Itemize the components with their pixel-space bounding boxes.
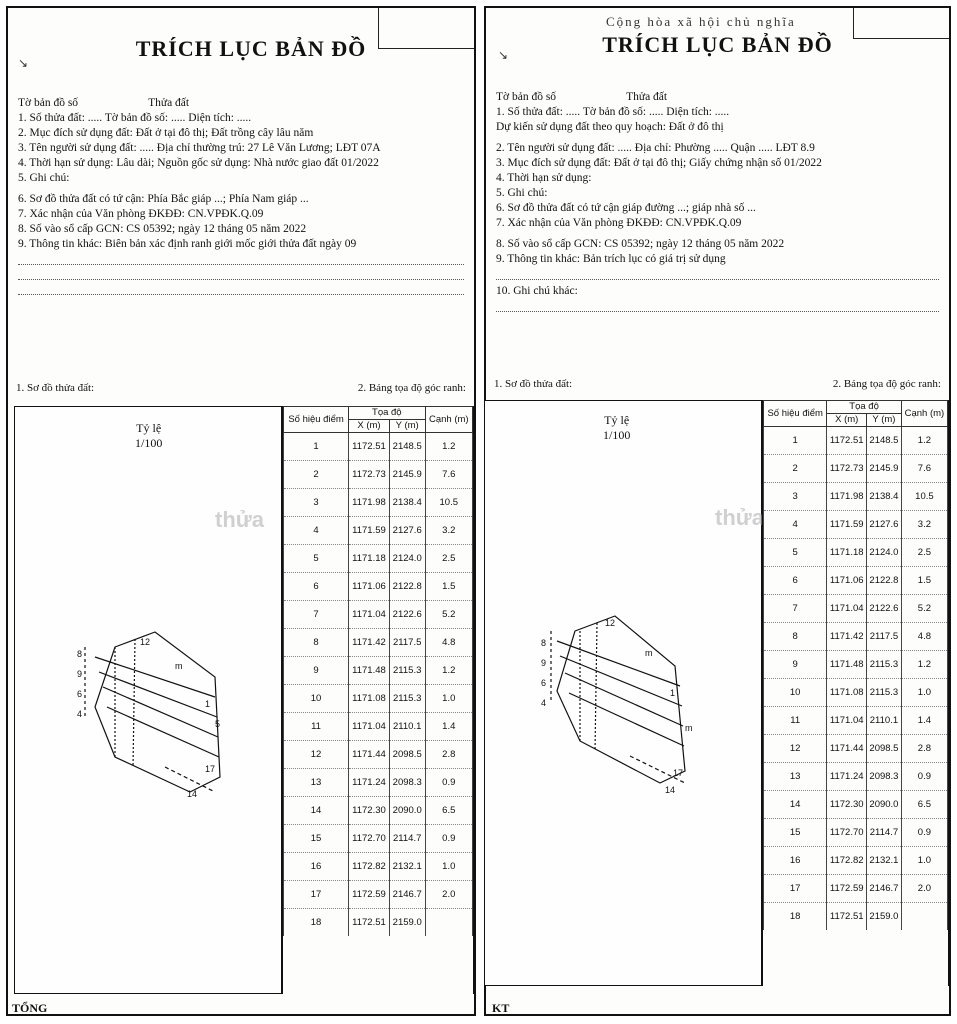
cell-d: 10.5 <box>901 483 947 511</box>
left-document-sheet <box>6 6 476 1016</box>
table-row <box>764 595 948 623</box>
cell-pt: 3 <box>284 489 349 517</box>
table-row <box>764 511 948 539</box>
cell-x: 1171.48 <box>827 651 867 679</box>
cell-pt: 8 <box>284 629 349 657</box>
cell-y: 2146.7 <box>389 881 425 909</box>
svg-text:1: 1 <box>205 699 211 709</box>
cell-pt: 15 <box>764 819 827 847</box>
body-line: 6. Sơ đồ thửa đất có tứ cận: Phía Bắc giáp ...; Phía Nam giáp ... <box>18 193 309 205</box>
body-line: 5. Ghi chú: <box>496 187 548 199</box>
table-row <box>284 433 473 461</box>
table-row <box>284 853 473 881</box>
cell-d: 5.2 <box>901 595 947 623</box>
cell-x: 1172.59 <box>827 875 867 903</box>
cell-x: 1171.18 <box>349 545 390 573</box>
cell-y: 2148.5 <box>867 427 902 455</box>
table-row <box>764 567 948 595</box>
table-row <box>764 707 948 735</box>
cell-pt: 18 <box>764 903 827 931</box>
table-row <box>284 545 473 573</box>
cell-y: 2090.0 <box>389 797 425 825</box>
cell-pt: 11 <box>764 707 827 735</box>
cell-y: 2138.4 <box>389 489 425 517</box>
meta-parcel: Thửa đất <box>148 97 190 109</box>
cell-y: 2117.5 <box>867 623 902 651</box>
svg-text:6: 6 <box>77 689 83 699</box>
table-row <box>284 489 473 517</box>
document-title: TRÍCH LỤC BẢN ĐỒ <box>602 32 833 57</box>
table-row <box>284 601 473 629</box>
meta-sheet-number: Tờ bản đồ số <box>18 97 79 109</box>
cell-pt: 8 <box>764 623 827 651</box>
cell-x: 1172.70 <box>349 825 390 853</box>
cell-y: 2148.5 <box>389 433 425 461</box>
table-row <box>764 623 948 651</box>
footer-mark: TỔNG <box>12 1001 48 1015</box>
map-caption: 1. Sơ đồ thửa đất: <box>494 378 573 390</box>
cell-d: 0.9 <box>425 769 472 797</box>
cell-pt: 14 <box>764 791 827 819</box>
body-line: Dự kiến sử dụng đất theo quy hoạch: Đất ở đô thị <box>496 121 724 133</box>
cell-x: 1171.48 <box>349 657 390 685</box>
cell-y: 2124.0 <box>389 545 425 573</box>
cell-x: 1171.06 <box>827 567 867 595</box>
col-point: Số hiệu điểm <box>284 407 349 433</box>
cell-y: 2145.9 <box>867 455 902 483</box>
table-row <box>764 735 948 763</box>
svg-text:14: 14 <box>187 789 198 799</box>
cell-pt: 13 <box>764 763 827 791</box>
meta-parcel: Thửa đất <box>626 91 668 103</box>
cell-pt: 5 <box>764 539 827 567</box>
cell-x: 1172.30 <box>827 791 867 819</box>
cell-pt: 5 <box>284 545 349 573</box>
table-row <box>764 819 948 847</box>
body-line: 2. Tên người sử dụng đất: ..... Địa chỉ: Phường ..... Quận ..... LĐT 8.9 <box>496 142 815 154</box>
parcel-plot <box>15 407 281 993</box>
cell-y: 2132.1 <box>389 853 425 881</box>
cell-x: 1171.42 <box>349 629 390 657</box>
cell-y: 2090.0 <box>867 791 902 819</box>
parcel-map <box>484 400 762 986</box>
table-row <box>764 875 948 903</box>
svg-text:4: 4 <box>541 698 547 708</box>
meta-sheet-number: Tờ bản đồ số <box>496 91 557 103</box>
cell-x: 1171.18 <box>827 539 867 567</box>
cell-x: 1172.51 <box>827 903 867 931</box>
body-line: 7. Xác nhận của Văn phòng ĐKĐĐ: CN.VPĐK.Q.09 <box>18 208 264 220</box>
cell-pt: 16 <box>284 853 349 881</box>
cell-d: 0.9 <box>425 825 472 853</box>
cell-pt: 10 <box>284 685 349 713</box>
table-row <box>764 427 948 455</box>
cell-pt: 6 <box>284 573 349 601</box>
cell-x: 1172.30 <box>349 797 390 825</box>
col-group: Tọa độ <box>349 407 425 420</box>
dotted-rule <box>18 284 464 295</box>
table-row <box>284 517 473 545</box>
col-y: Y (m) <box>867 414 902 427</box>
cell-y: 2138.4 <box>867 483 902 511</box>
col-y: Y (m) <box>389 420 425 433</box>
cell-y: 2114.7 <box>389 825 425 853</box>
cell-y: 2117.5 <box>389 629 425 657</box>
corner-mark: ↘ <box>18 56 29 70</box>
cell-y: 2159.0 <box>867 903 902 931</box>
cell-y: 2124.0 <box>867 539 902 567</box>
cell-d: 6.5 <box>425 797 472 825</box>
svg-text:m: m <box>645 648 653 658</box>
cell-y: 2122.6 <box>867 595 902 623</box>
cell-y: 2132.1 <box>867 847 902 875</box>
body-line: 3. Mục đích sử dụng đất: Đất ở tại đô thị; Giấy chứng nhận số 01/2022 <box>496 157 822 169</box>
cell-x: 1171.44 <box>349 741 390 769</box>
table-row <box>284 881 473 909</box>
cell-x: 1171.24 <box>349 769 390 797</box>
table-row <box>764 539 948 567</box>
table-row <box>284 797 473 825</box>
cell-d: 1.2 <box>901 651 947 679</box>
svg-text:1: 1 <box>670 688 676 698</box>
section-captions <box>494 378 941 390</box>
cell-d: 7.6 <box>425 461 472 489</box>
body-line: 1. Số thửa đất: ..... Tờ bản đồ số: ..... Diện tích: ..... <box>496 106 730 118</box>
svg-text:8: 8 <box>541 638 547 648</box>
table-row <box>764 763 948 791</box>
cell-pt: 9 <box>284 657 349 685</box>
cell-pt: 4 <box>764 511 827 539</box>
cell-x: 1172.51 <box>349 433 390 461</box>
svg-text:6: 6 <box>541 678 547 688</box>
cell-pt: 2 <box>284 461 349 489</box>
cell-y: 2122.8 <box>867 567 902 595</box>
cell-x: 1171.04 <box>349 713 390 741</box>
map-scale: Tỷ lệ 1/100 <box>135 421 163 450</box>
cell-x: 1171.42 <box>827 623 867 651</box>
cell-x: 1171.06 <box>349 573 390 601</box>
cell-pt: 7 <box>764 595 827 623</box>
cell-d <box>901 903 947 931</box>
cell-y: 2127.6 <box>389 517 425 545</box>
cell-y: 2114.7 <box>867 819 902 847</box>
table-caption: 2. Bảng tọa độ góc ranh: <box>357 382 466 394</box>
cell-d: 1.5 <box>901 567 947 595</box>
cell-y: 2145.9 <box>389 461 425 489</box>
cell-x: 1171.08 <box>827 679 867 707</box>
table-row <box>764 791 948 819</box>
coordinate-table <box>762 400 949 986</box>
table-row <box>284 685 473 713</box>
right-document-sheet <box>484 6 951 1016</box>
dotted-rule <box>18 254 464 265</box>
col-point: Số hiệu điểm <box>764 401 827 427</box>
table-row <box>284 657 473 685</box>
cell-pt: 11 <box>284 713 349 741</box>
cell-pt: 17 <box>764 875 827 903</box>
cell-y: 2115.3 <box>867 679 902 707</box>
body-line: 4. Thời hạn sử dụng: Lâu dài; Nguồn gốc sử dụng: Nhà nước giao đất 01/2022 <box>18 157 379 169</box>
cell-y: 2115.3 <box>867 651 902 679</box>
col-x: X (m) <box>827 414 867 427</box>
cell-d: 1.2 <box>425 433 472 461</box>
body-line: 4. Thời hạn sử dụng: <box>496 172 592 184</box>
cell-d <box>425 909 472 937</box>
table-row <box>764 847 948 875</box>
document-body <box>18 96 464 299</box>
body-line: 8. Số vào sổ cấp GCN: CS 05392; ngày 12 tháng 05 năm 2022 <box>496 238 785 250</box>
body-line: 2. Mục đích sử dụng đất: Đất ở tại đô thị; Đất trồng cây lâu năm <box>18 127 314 139</box>
cell-x: 1172.70 <box>827 819 867 847</box>
cell-x: 1171.59 <box>349 517 390 545</box>
cell-pt: 10 <box>764 679 827 707</box>
cell-d: 1.0 <box>425 685 472 713</box>
table-row <box>284 629 473 657</box>
cell-d: 1.0 <box>425 853 472 881</box>
watermark: thửa <box>715 505 764 530</box>
cell-x: 1172.51 <box>349 909 390 937</box>
cell-pt: 6 <box>764 567 827 595</box>
cell-d: 7.6 <box>901 455 947 483</box>
cell-pt: 12 <box>764 735 827 763</box>
cell-d: 1.4 <box>425 713 472 741</box>
svg-text:14: 14 <box>665 785 676 795</box>
cell-d: 4.8 <box>425 629 472 657</box>
cell-x: 1171.59 <box>827 511 867 539</box>
footer-mark: KT <box>492 1001 510 1015</box>
cell-d: 2.0 <box>901 875 947 903</box>
body-line: 5. Ghi chú: <box>18 172 70 184</box>
cell-d: 1.0 <box>901 679 947 707</box>
table-row <box>284 769 473 797</box>
cell-pt: 14 <box>284 797 349 825</box>
map-scale: Tỷ lệ 1/100 <box>603 413 631 442</box>
cell-pt: 17 <box>284 881 349 909</box>
cell-pt: 15 <box>284 825 349 853</box>
cell-d: 3.2 <box>425 517 472 545</box>
parcel-plot <box>485 401 761 985</box>
document-body <box>496 90 939 316</box>
cell-pt: 4 <box>284 517 349 545</box>
body-line: 7. Xác nhận của Văn phòng ĐKĐĐ: CN.VPĐK.Q.09 <box>496 217 742 229</box>
table-row <box>764 455 948 483</box>
svg-text:9: 9 <box>77 669 83 679</box>
cell-y: 2127.6 <box>867 511 902 539</box>
body-line: 9. Thông tin khác: Biên bản xác định ranh giới mốc giới thửa đất ngày 09 <box>18 238 357 250</box>
cell-y: 2146.7 <box>867 875 902 903</box>
svg-text:4: 4 <box>77 709 83 719</box>
svg-text:8: 8 <box>77 649 83 659</box>
cell-y: 2098.3 <box>389 769 425 797</box>
cell-x: 1172.73 <box>827 455 867 483</box>
cell-d: 1.5 <box>425 573 472 601</box>
table-row <box>764 483 948 511</box>
watermark: thửa <box>215 507 264 532</box>
body-line: 6. Sơ đồ thửa đất có tứ cận giáp đường ...; giáp nhà số ... <box>496 202 756 214</box>
map-caption: 1. Sơ đồ thửa đất: <box>16 382 95 394</box>
table-row <box>284 713 473 741</box>
cell-d: 4.8 <box>901 623 947 651</box>
cell-pt: 3 <box>764 483 827 511</box>
svg-text:m: m <box>175 661 183 671</box>
corner-mark: ↘ <box>498 48 509 62</box>
document-title: TRÍCH LỤC BẢN ĐỒ <box>135 36 367 61</box>
cell-y: 2159.0 <box>389 909 425 937</box>
body-line: 3. Tên người sử dụng đất: ..... Địa chỉ thường trú: 27 Lê Văn Lương; LĐT 07A <box>18 142 381 154</box>
table-row <box>764 679 948 707</box>
svg-text:17: 17 <box>205 764 216 774</box>
cell-y: 2098.5 <box>389 741 425 769</box>
cell-x: 1171.98 <box>827 483 867 511</box>
col-edge: Cạnh (m) <box>425 407 472 433</box>
cell-x: 1172.59 <box>349 881 390 909</box>
cell-d: 5.2 <box>425 601 472 629</box>
cell-x: 1171.98 <box>349 489 390 517</box>
svg-text:m: m <box>685 723 693 733</box>
cell-x: 1171.04 <box>827 707 867 735</box>
cell-y: 2122.8 <box>389 573 425 601</box>
cell-d: 10.5 <box>425 489 472 517</box>
cell-pt: 1 <box>284 433 349 461</box>
col-x: X (m) <box>349 420 390 433</box>
svg-text:12: 12 <box>140 637 151 647</box>
col-edge: Cạnh (m) <box>901 401 947 427</box>
svg-text:5: 5 <box>215 719 221 729</box>
cell-x: 1171.24 <box>827 763 867 791</box>
cell-d: 1.0 <box>901 847 947 875</box>
table-row <box>764 903 948 931</box>
cell-x: 1171.44 <box>827 735 867 763</box>
cell-y: 2122.6 <box>389 601 425 629</box>
table-row <box>284 461 473 489</box>
cell-y: 2110.1 <box>867 707 902 735</box>
body-line: 10. Ghi chú khác: <box>496 285 578 297</box>
cell-pt: 13 <box>284 769 349 797</box>
svg-text:17: 17 <box>673 768 684 778</box>
cell-pt: 7 <box>284 601 349 629</box>
cell-y: 2098.3 <box>867 763 902 791</box>
cell-pt: 16 <box>764 847 827 875</box>
parcel-map <box>14 406 282 994</box>
cell-pt: 18 <box>284 909 349 937</box>
cell-d: 0.9 <box>901 819 947 847</box>
cell-pt: 1 <box>764 427 827 455</box>
cell-d: 6.5 <box>901 791 947 819</box>
dotted-rule <box>496 269 939 280</box>
cell-y: 2110.1 <box>389 713 425 741</box>
dotted-rule <box>18 269 464 280</box>
cell-y: 2098.5 <box>867 735 902 763</box>
cell-y: 2115.3 <box>389 657 425 685</box>
cell-pt: 2 <box>764 455 827 483</box>
cell-x: 1171.04 <box>827 595 867 623</box>
cell-x: 1172.82 <box>827 847 867 875</box>
cell-d: 0.9 <box>901 763 947 791</box>
cell-x: 1171.04 <box>349 601 390 629</box>
section-captions <box>16 382 466 394</box>
cell-d: 2.5 <box>901 539 947 567</box>
svg-text:9: 9 <box>541 658 547 668</box>
table-row <box>284 909 473 937</box>
col-group: Tọa độ <box>827 401 901 414</box>
cell-d: 2.5 <box>425 545 472 573</box>
cell-x: 1172.51 <box>827 427 867 455</box>
table-row <box>764 651 948 679</box>
table-row <box>284 825 473 853</box>
cell-d: 2.8 <box>901 735 947 763</box>
table-row <box>284 741 473 769</box>
cell-x: 1172.82 <box>349 853 390 881</box>
cell-d: 1.4 <box>901 707 947 735</box>
cell-pt: 12 <box>284 741 349 769</box>
body-line: 1. Số thửa đất: ..... Tờ bản đồ số: ..... Diện tích: ..... <box>18 112 252 124</box>
cell-y: 2115.3 <box>389 685 425 713</box>
cell-d: 3.2 <box>901 511 947 539</box>
cell-x: 1171.08 <box>349 685 390 713</box>
table-caption: 2. Bảng tọa độ góc ranh: <box>832 378 941 390</box>
cell-d: 2.8 <box>425 741 472 769</box>
table-row <box>284 573 473 601</box>
cell-d: 2.0 <box>425 881 472 909</box>
coordinate-table <box>282 406 474 994</box>
body-line: 9. Thông tin khác: Bản trích lục có giá trị sử dụng <box>496 253 726 265</box>
body-line: 8. Số vào sổ cấp GCN: CS 05392; ngày 12 tháng 05 năm 2022 <box>18 223 307 235</box>
header-motto: Cộng hòa xã hội chủ nghĩa <box>606 14 796 29</box>
cell-x: 1172.73 <box>349 461 390 489</box>
cell-d: 1.2 <box>425 657 472 685</box>
dotted-rule <box>496 301 939 312</box>
cell-pt: 9 <box>764 651 827 679</box>
svg-text:12: 12 <box>605 618 616 628</box>
cell-d: 1.2 <box>901 427 947 455</box>
